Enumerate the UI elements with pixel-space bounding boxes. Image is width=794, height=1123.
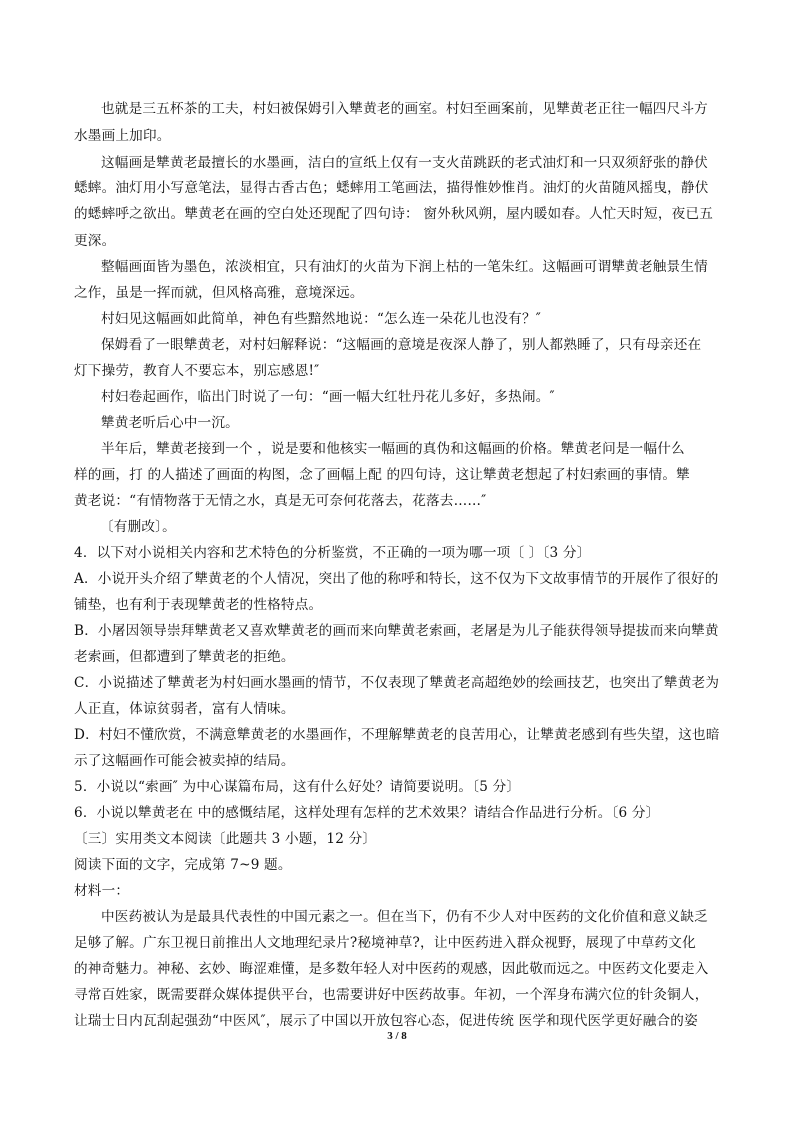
option-c-cont: 人正直，体谅贫弱者，富有人情味。 (74, 701, 295, 717)
story-paragraph-line: 水墨画上加印。 (74, 128, 171, 144)
story-paragraph-line: 村妇卷起画作，临出门时说了一句：“画一幅大红牡丹花儿多好，多热闹。″ (101, 389, 555, 405)
story-paragraph-line: 之作，虽是一挥而就，但风格高雅，意境深远。 (74, 285, 364, 301)
material-paragraph-line: 中医药被认为是最具代表性的中国元素之一。但在当下，仍有不少人对中医药的文化价值和意义缺乏 (101, 909, 708, 925)
story-paragraph-line: 这幅画是犨黄老最擅长的水墨画，洁白的宣纸上仅有一支火苗跳跃的老式油灯和一只双须舒张的静伏 (101, 155, 708, 171)
story-paragraph-line: 更深。 (74, 233, 116, 249)
section-heading: 〔三〕实用类文本阅读〔此题共 3 小题，12 分〕 (74, 831, 377, 847)
story-paragraph-line: 蟋蟀。油灯用小写意笔法，显得古香古色；蟋蟀用工笔画法，描得惟妙惟肖。油灯的火苗随风摇曳，静伏 (74, 180, 709, 196)
option-a-cont: 铺垫，也有利于表现犨黄老的性格特点。 (74, 597, 323, 613)
material-paragraph-line: 寻常百姓家，既需要群众媒体提供平台，也需要讲好中医药故事。年初，一个浑身布满穴位的针灸铜人， (74, 987, 709, 1003)
material-label: 材料一： (74, 883, 130, 899)
story-paragraph-line: 半年后，犨黄老接到一个 ，说是要和他核实一幅画的真伪和这幅画的价格。犨黄老问是一幅什么 (101, 441, 685, 457)
option-b: B．小屠因领导崇拜犨黄老又喜欢犨黄老的画而来向犨黄老索画，老屠是为儿子能获得领导提拔而来向犨黄 (74, 623, 719, 639)
option-d: D．村妇不懂欣赏，不满意犨黄老的水墨画作，不理解犨黄老的良苦用心，让犨黄老感到有些失望，这也暗 (74, 727, 720, 743)
story-paragraph-line: 灯下操劳，教育人不要忘本，别忘感恩!″ (74, 363, 320, 379)
story-paragraph-line: 保姆看了一眼犨黄老，对村妇解释说：“这幅画的意境是夜深人静了，别人都熟睡了，只有母亲还在 (101, 337, 702, 353)
source-note: 〔有删改〕。 (100, 519, 176, 535)
story-paragraph-line: 犨黄老听后心中一沉。 (101, 415, 239, 431)
page-number: 3 / 8 (387, 1030, 407, 1042)
story-paragraph-line: 黄老说：“有情物落于无情之水，真是无可奈何花落去，花落去……″ (74, 493, 487, 509)
option-a: A．小说开头介绍了犨黄老的个人情况，突出了他的称呼和特长，这不仅为下文故事情节的开展作了很好的 (74, 571, 719, 587)
question-6: 6．小说以犨黄老在 中的感慨结尾，这样处理有怎样的艺术效果？请结合作品进行分析。〔6 分〕 (74, 805, 660, 821)
story-paragraph-line: 的蟋蟀呼之欲出。犨黄老在画的空白处还现配了四句诗： 窗外秋风朔，屋内暖如春。人忙天时短，夜已五 (74, 206, 714, 222)
story-paragraph-line: 整幅画面皆为墨色，浓淡相宜，只有油灯的火苗为下润上枯的一笔朱红。这幅画可谓犨黄老触景生情 (101, 259, 708, 275)
material-paragraph-line: 足够了解。广东卫视日前推出人文地理纪录片?秘境神草?，让中医药进入群众视野，展现了中草药文化 (74, 935, 696, 951)
question-4: 4．以下对小说相关内容和艺术特色的分析鉴赏，不正确的一项为哪一项〔 〕〔3 分〕 (74, 545, 591, 561)
question-5: 5．小说以“索画″ 为中心谋篇布局，这有什么好处？请简要说明。〔5 分〕 (74, 779, 521, 795)
option-b-cont: 老索画，但都遭到了犨黄老的拒绝。 (74, 649, 295, 665)
story-paragraph-line: 也就是三五杯茶的工夫，村妇被保姆引入犨黄老的画室。村妇至画案前，见犨黄老正往一幅四尺斗方 (101, 101, 708, 117)
option-d-cont: 示了这幅画作可能会被卖掉的结局。 (74, 753, 295, 769)
material-paragraph-line: 的神奇魅力。神秘、玄妙、晦涩难懂，是多数年轻人对中医药的观感，因此敬而远之。中医药文化要走入 (74, 961, 709, 977)
story-paragraph-line: 样的画，打 的人描述了画面的构图，念了画幅上配 的四句诗，这让犨黄老想起了村妇索画的事情。犨 (74, 467, 690, 483)
story-paragraph-line: 村妇见这幅画如此简单，神色有些黯然地说：“怎么连一朵花儿也没有？″ (101, 311, 542, 327)
option-c: C．小说描述了犨黄老为村妇画水墨画的情节，不仅表现了犨黄老高超绝妙的绘画技艺，也突出了犨黄老为 (74, 675, 720, 691)
material-paragraph-line: 让瑞士日内瓦刮起强劲“中医风″，展示了中国以开放包容心态，促进传统 医学和现代医学更好融合的姿 (74, 1013, 698, 1029)
section-instruction: 阅读下面的文字，完成第 7~9 题。 (74, 857, 292, 873)
